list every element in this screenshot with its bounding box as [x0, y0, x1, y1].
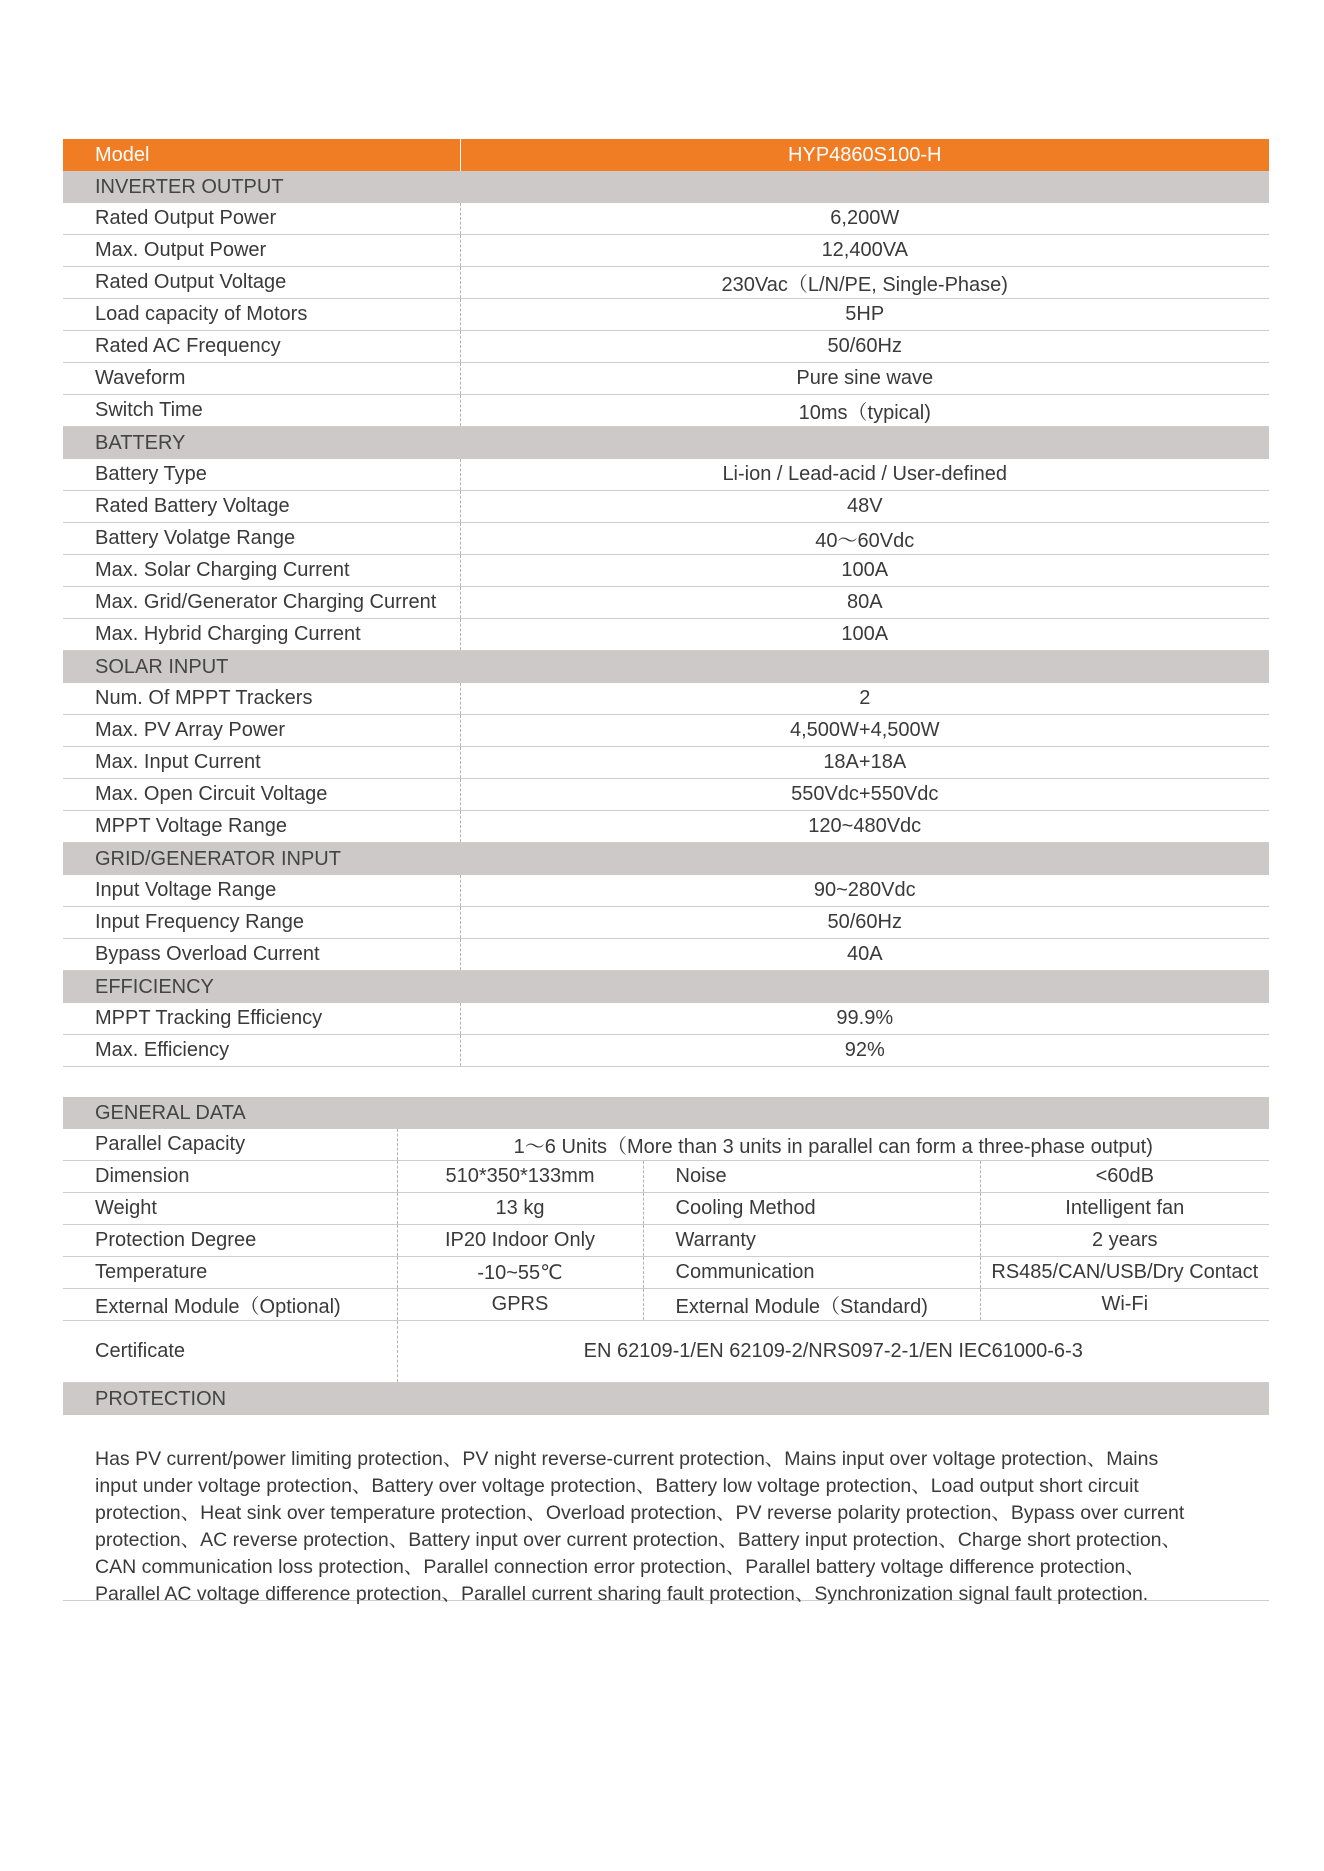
- section-header: [63, 971, 1269, 1004]
- row-label: Max. Output Power: [63, 235, 460, 267]
- row-value: 5HP: [460, 299, 1269, 331]
- row-label: Max. Input Current: [63, 747, 460, 779]
- table-row: [63, 907, 1269, 939]
- row-label: Parallel Capacity: [63, 1129, 397, 1161]
- row-value: Li-ion / Lead-acid / User-defined: [460, 459, 1269, 491]
- row-value: 4,500W+4,500W: [460, 715, 1269, 747]
- protection-line: Has PV current/power limiting protection、PV night reverse-current protection、Mains input over voltage protection、Mains: [95, 1448, 1159, 1470]
- table-row: [63, 1003, 1269, 1035]
- row-value: 12,400VA: [460, 235, 1269, 267]
- row-value: -10~55℃: [397, 1257, 643, 1289]
- row-label: Rated Battery Voltage: [63, 491, 460, 523]
- table-row: [63, 747, 1269, 779]
- row-value: <60dB: [980, 1161, 1269, 1193]
- protection-text: [63, 1415, 1269, 1605]
- row-label: Rated AC Frequency: [63, 331, 460, 363]
- table-row: [63, 1193, 1269, 1225]
- table-row: [63, 619, 1269, 651]
- row-value: Wi-Fi: [980, 1289, 1269, 1321]
- row-label: Max. Efficiency: [63, 1035, 460, 1067]
- row-value: 100A: [460, 619, 1269, 651]
- table-row: [63, 1035, 1269, 1067]
- section-title: EFFICIENCY: [63, 971, 1269, 1004]
- row-label: Rated Output Voltage: [63, 267, 460, 299]
- row-value: 6,200W: [460, 203, 1269, 235]
- row-value: 13 kg: [397, 1193, 643, 1225]
- row-label: MPPT Voltage Range: [63, 811, 460, 843]
- protection-line: protection、Heat sink over temperature protection、Overload protection、PV reverse polarity protection、Bypass over current: [95, 1502, 1185, 1524]
- section-header-general: [63, 1097, 1269, 1129]
- row-value: 2 years: [980, 1225, 1269, 1257]
- row-value: 230Vac（L/N/PE, Single-Phase): [460, 267, 1269, 299]
- protection-line: protection、AC reverse protection、Battery input over current protection、Battery input protection、Charge short protection、: [95, 1529, 1182, 1551]
- row-label: External Module（Standard): [643, 1289, 980, 1321]
- row-label: Protection Degree: [63, 1225, 397, 1257]
- row-label: Max. PV Array Power: [63, 715, 460, 747]
- table-row: [63, 203, 1269, 235]
- table-row: [63, 587, 1269, 619]
- row-value: 50/60Hz: [460, 907, 1269, 939]
- table-row: [63, 683, 1269, 715]
- row-label: Max. Solar Charging Current: [63, 555, 460, 587]
- table-row: [63, 1225, 1269, 1257]
- row-value: Intelligent fan: [980, 1193, 1269, 1225]
- row-label: Max. Open Circuit Voltage: [63, 779, 460, 811]
- row-label: Input Frequency Range: [63, 907, 460, 939]
- row-label: Battery Volatge Range: [63, 523, 460, 555]
- row-label: Input Voltage Range: [63, 875, 460, 907]
- section-title: SOLAR INPUT: [63, 651, 1269, 684]
- table-row-certificate: [63, 1321, 1269, 1383]
- row-value: 510*350*133mm: [397, 1161, 643, 1193]
- section-title: GRID/GENERATOR INPUT: [63, 843, 1269, 876]
- row-value: 99.9%: [460, 1003, 1269, 1035]
- section-header: [63, 171, 1269, 203]
- table-row: [63, 1161, 1269, 1193]
- row-value: 550Vdc+550Vdc: [460, 779, 1269, 811]
- table-row: [63, 1289, 1269, 1321]
- model-header-row: [63, 139, 1269, 171]
- spec-sheet: [63, 139, 1269, 1605]
- protection-line: CAN communication loss protection、Parallel connection error protection、Parallel battery voltage difference protection、: [95, 1556, 1145, 1578]
- table-row: [63, 267, 1269, 299]
- table-row: [63, 779, 1269, 811]
- row-value: Pure sine wave: [460, 363, 1269, 395]
- section-header: [63, 843, 1269, 876]
- row-value: 90~280Vdc: [460, 875, 1269, 907]
- row-label: Waveform: [63, 363, 460, 395]
- table-row: [63, 811, 1269, 843]
- table-row: [63, 363, 1269, 395]
- row-label: Load capacity of Motors: [63, 299, 460, 331]
- table-row: [63, 299, 1269, 331]
- protection-title: PROTECTION: [63, 1383, 1269, 1415]
- row-label: Battery Type: [63, 459, 460, 491]
- table-row: [63, 715, 1269, 747]
- protection-line: input under voltage protection、Battery over voltage protection、Battery low voltage protection、Load output short circuit: [95, 1475, 1139, 1497]
- row-value: RS485/CAN/USB/Dry Contact: [980, 1257, 1269, 1289]
- row-label: Cooling Method: [643, 1193, 980, 1225]
- spec-table: [63, 139, 1269, 1067]
- table-row: [63, 523, 1269, 555]
- table-row: [63, 395, 1269, 427]
- table-row: [63, 939, 1269, 971]
- row-value: EN 62109-1/EN 62109-2/NRS097-2-1/EN IEC61000-6-3: [397, 1321, 1269, 1383]
- row-value: 50/60Hz: [460, 331, 1269, 363]
- table-row: [63, 235, 1269, 267]
- row-value: 48V: [460, 491, 1269, 523]
- row-label: Dimension: [63, 1161, 397, 1193]
- row-label: Max. Hybrid Charging Current: [63, 619, 460, 651]
- row-label: Certificate: [63, 1321, 397, 1383]
- row-value: 1～6 Units（More than 3 units in parallel can form a three-phase output): [397, 1129, 1269, 1161]
- table-row: [63, 555, 1269, 587]
- table-row: [63, 331, 1269, 363]
- row-value: 100A: [460, 555, 1269, 587]
- table-row-parallel: [63, 1129, 1269, 1161]
- row-value: 40～60Vdc: [460, 523, 1269, 555]
- protection-line: Parallel AC voltage difference protection、Parallel current sharing fault protection、Synchronization signal fault protection.: [95, 1583, 1149, 1605]
- section-title: INVERTER OUTPUT: [63, 171, 1269, 203]
- section-title: BATTERY: [63, 427, 1269, 460]
- model-label: Model: [63, 139, 460, 171]
- table-row: [63, 491, 1269, 523]
- row-label: Rated Output Power: [63, 203, 460, 235]
- row-label: Temperature: [63, 1257, 397, 1289]
- row-label: External Module（Optional): [63, 1289, 397, 1321]
- table-row: [63, 1257, 1269, 1289]
- row-label: Max. Grid/Generator Charging Current: [63, 587, 460, 619]
- row-label: Noise: [643, 1161, 980, 1193]
- row-value: 120~480Vdc: [460, 811, 1269, 843]
- general-data-table: [63, 1097, 1269, 1383]
- section-header: [63, 651, 1269, 684]
- row-value: 10ms（typical): [460, 395, 1269, 427]
- row-label: Num. Of MPPT Trackers: [63, 683, 460, 715]
- row-label: Weight: [63, 1193, 397, 1225]
- table-row: [63, 875, 1269, 907]
- row-value: GPRS: [397, 1289, 643, 1321]
- row-label: Warranty: [643, 1225, 980, 1257]
- row-value: IP20 Indoor Only: [397, 1225, 643, 1257]
- row-label: MPPT Tracking Efficiency: [63, 1003, 460, 1035]
- row-label: Switch Time: [63, 395, 460, 427]
- row-value: 92%: [460, 1035, 1269, 1067]
- table-row: [63, 459, 1269, 491]
- row-value: 18A+18A: [460, 747, 1269, 779]
- section-header: [63, 427, 1269, 460]
- section-title: GENERAL DATA: [63, 1097, 1269, 1129]
- row-label: Bypass Overload Current: [63, 939, 460, 971]
- row-value: 80A: [460, 587, 1269, 619]
- model-value: HYP4860S100-H: [460, 139, 1269, 171]
- protection-section: [63, 1383, 1269, 1605]
- row-value: 2: [460, 683, 1269, 715]
- row-label: Communication: [643, 1257, 980, 1289]
- row-value: 40A: [460, 939, 1269, 971]
